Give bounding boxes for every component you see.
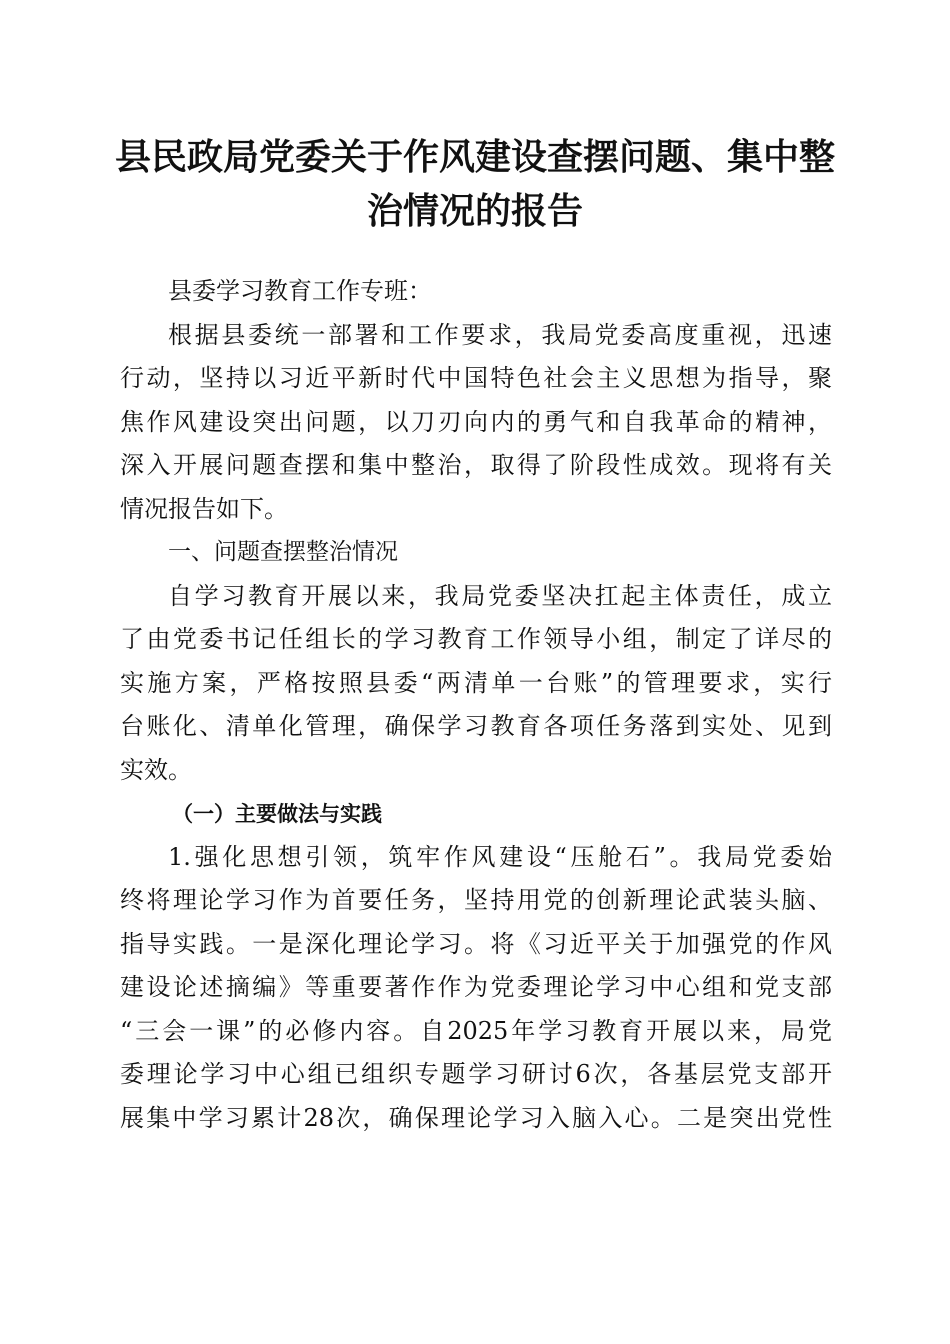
item-1-line: “三会一课”的必修内容。自2025年学习教育开展以来，局党 — [120, 1016, 832, 1045]
item-1-line: 展集中学习累计28次，确保理论学习入脑入心。二是突出党性 — [120, 1103, 832, 1132]
section-1-line: 台账化、清单化管理，确保学习教育各项任务落到实处、见到 — [120, 712, 832, 740]
title-line-2: 治情况的报告 — [366, 190, 583, 232]
section-1-heading: 一、问题查摆整治情况 — [168, 539, 398, 565]
intro-line: 深入开展问题查摆和集中整治，取得了阶段性成效。现将有关 — [120, 451, 832, 479]
intro-line: 行动，坚持以习近平新时代中国特色社会主义思想为指导，聚 — [120, 364, 832, 392]
intro-line: 焦作风建设突出问题，以刀刃向内的勇气和自我革命的精神， — [120, 407, 832, 436]
intro-line: 情况报告如下。 — [120, 494, 288, 523]
item-1-line: 终将理论学习作为首要任务，坚持用党的创新理论武装头脑、 — [120, 886, 832, 914]
item-1-line: 建设论述摘编》等重要著作作为党委理论学习中心组和党支部 — [120, 973, 832, 1001]
document-title — [100, 130, 850, 238]
section-1-line: 实效。 — [120, 755, 192, 784]
intro-paragraph — [120, 314, 832, 532]
item-1-paragraph — [120, 836, 832, 1141]
subsection-1-heading: （一）主要做法与实践 — [172, 801, 382, 826]
item-1-line: 1.强化思想引领，筑牢作风建设“压舱石”。我局党委始 — [168, 842, 832, 871]
item-1-line: 指导实践。一是深化理论学习。将《习近平关于加强党的作风 — [120, 929, 832, 958]
document-body — [120, 270, 832, 1140]
item-1-line: 委理论学习中心组已组织专题学习研讨6次，各基层党支部开 — [120, 1060, 832, 1088]
section-1-paragraph — [120, 575, 832, 793]
salutation: 县委学习教育工作专班： — [168, 277, 432, 305]
title-line-1: 县民政局党委关于作风建设查摆问题、集中整 — [114, 136, 835, 178]
section-1-line: 了由党委书记任组长的学习教育工作领导小组，制定了详尽的 — [120, 625, 832, 653]
intro-line: 根据县委统一部署和工作要求，我局党委高度重视，迅速 — [168, 320, 832, 349]
section-1-line: 自学习教育开展以来，我局党委坚决扛起主体责任，成立 — [168, 581, 832, 610]
section-1-line: 实施方案，严格按照县委“两清单一台账”的管理要求，实行 — [120, 668, 832, 697]
